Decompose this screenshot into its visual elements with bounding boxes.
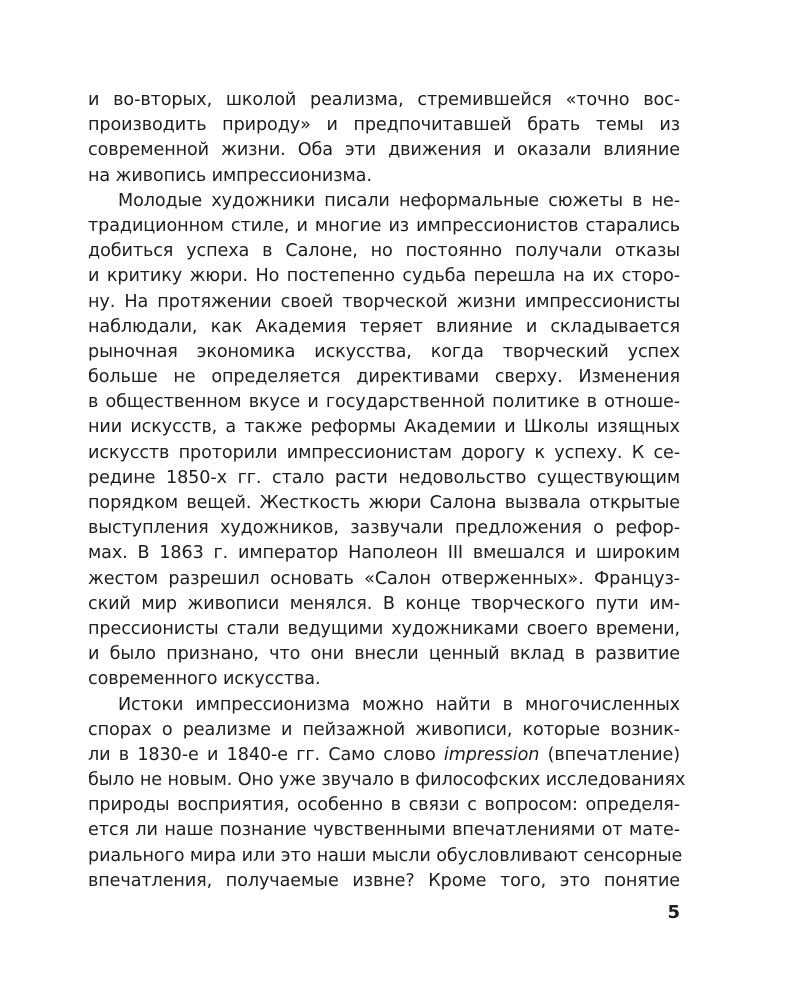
text-line: редине 1850-х гг. стало расти недовольство существующим	[88, 467, 680, 488]
text-line: современной жизни. Оба эти движения и оказали влияние	[88, 140, 680, 161]
text-line: наблюдали, как Академия теряет влияние и складывается	[88, 316, 680, 337]
text-line: спорах о реализме и пейзажной живописи, которые возник-	[88, 719, 680, 740]
text-line: и было признано, что они внесли ценный вклад в развитие	[88, 644, 680, 665]
text-line: и во-вторых, школой реализма, стремившейся «точно вос-	[88, 90, 680, 110]
text-line: искусств проторили импрессионистам дорогу к успеху. К се-	[88, 442, 680, 463]
text-line: ский мир живописи менялся. В конце творческого пути им-	[88, 593, 680, 614]
text-line: ну. На протяжении своей творческой жизни импрессионисты	[88, 291, 680, 312]
text-line: впечатления, получаемые извне? Кроме того, это понятие	[88, 870, 680, 891]
text-line: больше не определяется директивами сверху. Изменения	[88, 367, 680, 388]
text-line	[88, 743, 680, 768]
text-line: рыночная экономика искусства, когда творческий успех	[88, 341, 680, 362]
text-line: на живопись импрессионизма.	[88, 165, 372, 186]
page-number: 5	[667, 902, 680, 923]
text-line: жестом разрешил основать «Салон отверженных». Француз-	[88, 568, 680, 589]
text-line: порядком вещей. Жесткость жюри Салона вызвала открытые	[88, 493, 680, 513]
text-line: Истоки импрессионизма можно найти в многочисленных	[118, 694, 680, 715]
text-line: нии искусств, а также реформы Академии и Школы изящных	[88, 417, 680, 438]
text-line: выступления художников, зазвучали предложения о рефор-	[88, 518, 680, 539]
body-text	[88, 88, 686, 894]
text-line: было не новым. Оно уже звучало в философских исследованиях	[88, 770, 686, 791]
text-line: природы восприятия, особенно в связи с вопросом: определя-	[88, 795, 680, 816]
text-line: мах. В 1863 г. император Наполеон III вмешался и широким	[88, 543, 680, 564]
text-line: добиться успеха в Салоне, но постоянно получали отказы	[88, 241, 680, 262]
text-line: производить природу» и предпочитавшей брать темы из	[88, 115, 680, 136]
text-fragment: ли в 1830-е и 1840-е гг. Само слово	[88, 744, 444, 765]
text-line: риального мира или это наши мысли обусловливают сенсорные	[88, 845, 683, 866]
text-line: в общественном вкусе и государственной политике в отноше-	[88, 392, 680, 413]
text-line: современного искусства.	[88, 669, 321, 690]
text-line: традиционном стиле, и многие из импрессионистов старались	[88, 215, 680, 236]
italic-term: impression	[443, 744, 540, 765]
text-line: Молодые художники писали неформальные сюжеты в не-	[118, 190, 680, 211]
text-fragment: (впечатление)	[539, 744, 680, 765]
text-line: прессионисты стали ведущими художниками своего времени,	[88, 618, 680, 639]
text-line: ется ли наше познание чувственными впечатлениями от мате-	[88, 820, 680, 841]
text-line: и критику жюри. Но постепенно судьба перешла на их сторо-	[88, 266, 680, 287]
